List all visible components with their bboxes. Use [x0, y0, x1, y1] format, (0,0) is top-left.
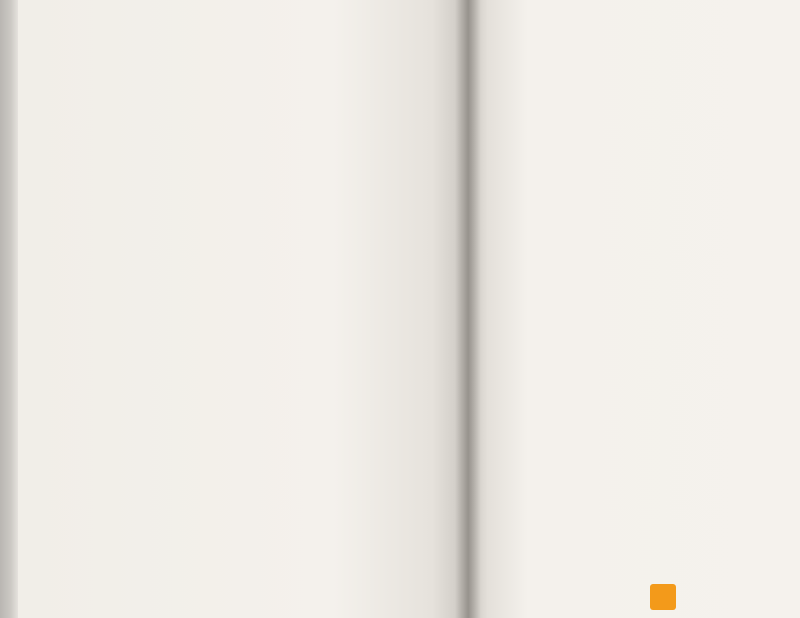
- left-page: [18, 0, 468, 618]
- right-page-text: [494, 52, 800, 60]
- right-page: [468, 0, 800, 618]
- labirint-logo-icon: [650, 584, 676, 610]
- book-gutter-shadow: [455, 0, 481, 618]
- left-page-text: [100, 50, 460, 58]
- book-page-edges: [0, 0, 18, 618]
